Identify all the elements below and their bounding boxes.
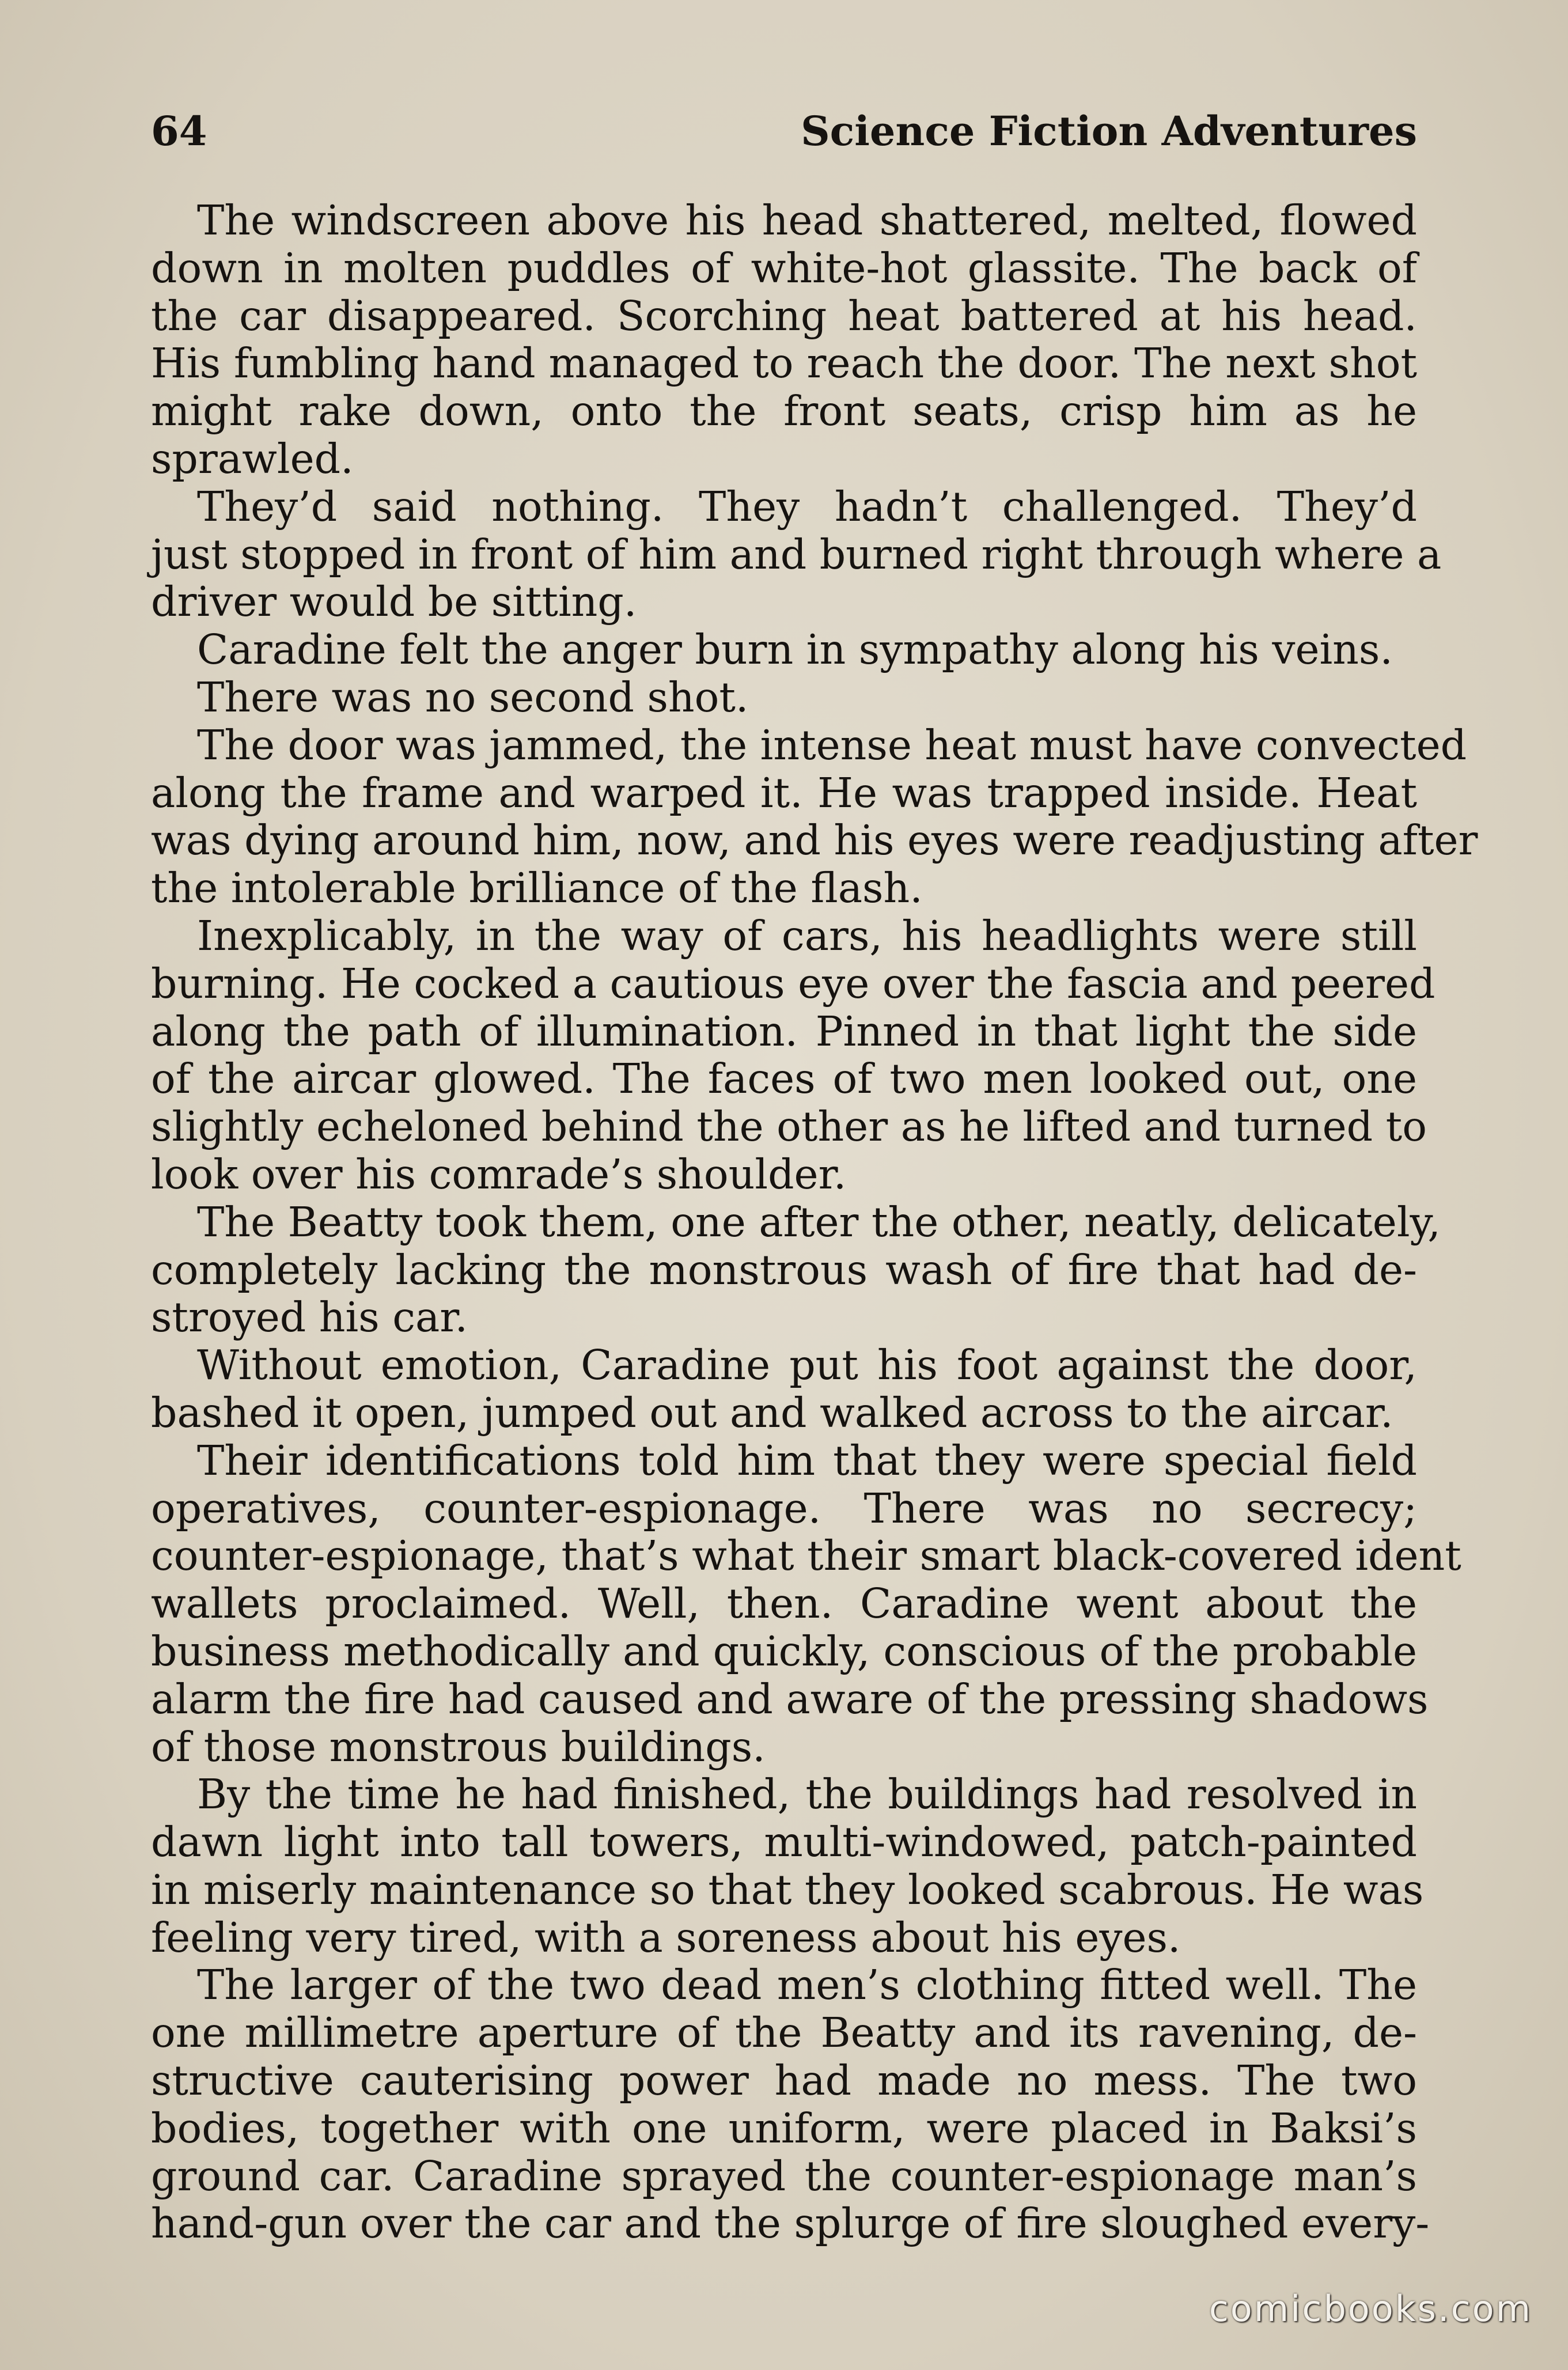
watermark: comicbooks.com xyxy=(1209,2288,1532,2330)
paragraph xyxy=(151,1342,1417,1437)
text-line: hand-gun over the car and the splurge of fire sloughed every- xyxy=(151,2199,1430,2248)
text-line: Their identifications told him that they were special field xyxy=(197,1436,1417,1485)
text-line: The windscreen above his head shattered, melted, flowed xyxy=(197,196,1417,244)
body-text xyxy=(151,196,1478,2248)
text-line: There was no second shot. xyxy=(197,673,749,721)
paragraph xyxy=(151,1436,1461,1771)
page-header xyxy=(151,103,1417,160)
paragraph xyxy=(151,1198,1441,1342)
running-title: Science Fiction Adventures xyxy=(801,107,1417,155)
text-line: might rake down, onto the front seats, crisp him as he xyxy=(151,387,1417,436)
text-line: feeling very tired, with a soreness about his eyes. xyxy=(151,1913,1181,1962)
text-line: alarm the fire had caused and aware of the pressing shadows xyxy=(151,1675,1429,1723)
text-line: of the aircar glowed. The faces of two men looked out, one xyxy=(151,1055,1417,1103)
text-line: wallets proclaimed. Well, then. Caradine went about the xyxy=(151,1580,1417,1628)
page-number: 64 xyxy=(151,107,207,155)
paragraph xyxy=(151,197,1417,483)
paragraph xyxy=(151,482,1442,626)
text-line: sprawled. xyxy=(151,434,354,483)
text-line: Inexplicably, in the way of cars, his headlights were still xyxy=(197,911,1417,960)
text-line: The Beatty took them, one after the other, neatly, delicately, xyxy=(197,1198,1441,1246)
text-line: counter-espionage, that’s what their smart black-covered ident xyxy=(151,1532,1461,1580)
paragraph xyxy=(151,721,1478,913)
text-line: look over his comrade’s shoulder. xyxy=(151,1150,847,1198)
text-line: along the path of illumination. Pinned in that light the side xyxy=(151,1007,1417,1055)
text-line: slightly echeloned behind the other as he lifted and turned to xyxy=(151,1103,1427,1151)
text-line: The larger of the two dead men’s clothing fitted well. The xyxy=(197,1961,1417,2009)
text-line: along the frame and warped it. He was trapped inside. Heat xyxy=(151,768,1417,817)
text-line: the intolerable brilliance of the flash. xyxy=(151,864,923,913)
text-line: burning. He cocked a cautious eye over the fascia and peered xyxy=(151,959,1436,1008)
text-line: just stopped in front of him and burned right through where a xyxy=(151,530,1442,578)
text-line: in miserly maintenance so that they looked scabrous. He was xyxy=(151,1865,1424,1914)
text-line: driver would be sitting. xyxy=(151,578,637,626)
text-line: the car disappeared. Scorching heat battered at his head. xyxy=(151,291,1417,340)
text-line: down in molten puddles of white-hot glassite. The back of xyxy=(151,244,1417,292)
paragraph xyxy=(151,1770,1424,1962)
text-line: The door was jammed, the intense heat must have convected xyxy=(197,721,1467,769)
text-line: Without emotion, Caradine put his foot against the door, xyxy=(197,1341,1417,1390)
text-line: bashed it open, jumped out and walked across to the aircar. xyxy=(151,1388,1393,1437)
text-line: bodies, together with one uniform, were placed in Baksi’s xyxy=(151,2104,1417,2152)
paragraph xyxy=(151,911,1436,1199)
text-line: stroyed his car. xyxy=(151,1293,468,1342)
text-line: was dying around him, now, and his eyes were readjusting after xyxy=(151,816,1478,865)
text-line: operatives, counter-espionage. There was no secrecy; xyxy=(151,1484,1417,1532)
text-line: completely lacking the monstrous wash of fire that had de- xyxy=(151,1245,1417,1294)
text-line: ground car. Caradine sprayed the counter-espionage man’s xyxy=(151,2152,1417,2200)
text-line: one millimetre aperture of the Beatty and its ravening, de- xyxy=(151,2009,1417,2057)
text-line: structive cauterising power had made no mess. The two xyxy=(151,2057,1417,2105)
text-line: They’d said nothing. They hadn’t challenged. They’d xyxy=(197,482,1417,531)
text-line: Caradine felt the anger burn in sympathy along his veins. xyxy=(197,626,1393,674)
text-line: dawn light into tall towers, multi-windowed, patch-painted xyxy=(151,1818,1417,1867)
text-line: His fumbling hand managed to reach the door. The next shot xyxy=(151,339,1417,388)
paragraph xyxy=(151,674,1417,722)
text-line: of those monstrous buildings. xyxy=(151,1722,766,1771)
paragraph xyxy=(151,626,1417,674)
paragraph xyxy=(151,1961,1430,2248)
text-line: By the time he had finished, the buildings had resolved in xyxy=(197,1770,1417,1819)
text-line: business methodically and quickly, conscious of the probable xyxy=(151,1627,1417,1675)
